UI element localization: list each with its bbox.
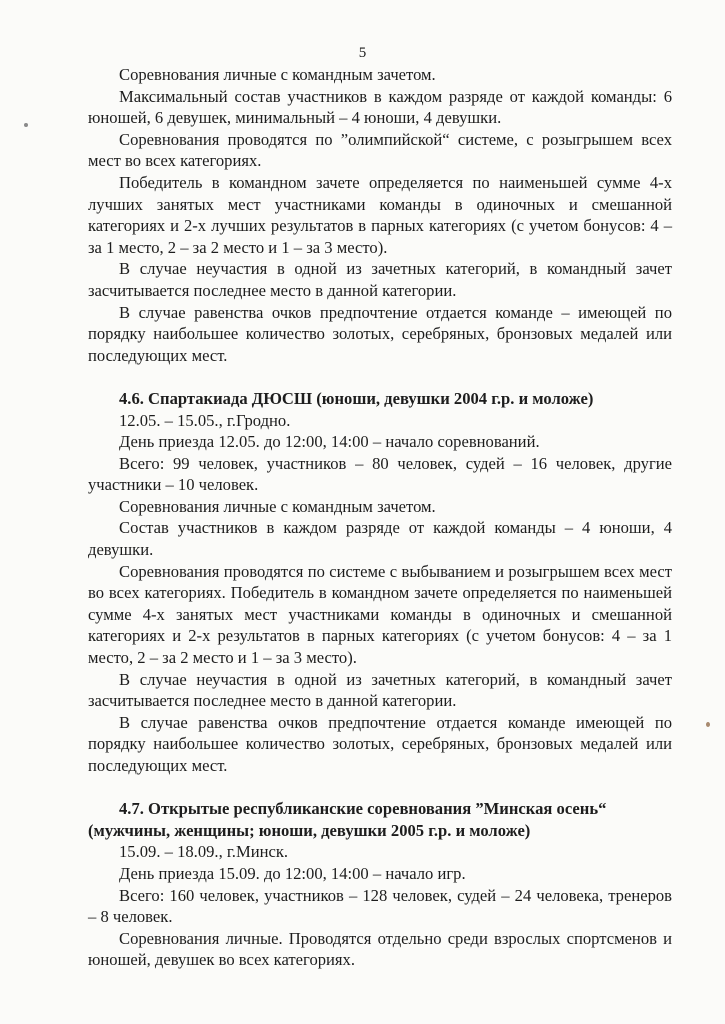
paragraph: В случае равенства очков предпочтение отдается команде – имеющей по порядку наибольшее количество золотых, серебряных, бронзовых медалей или последующих мест.: [88, 302, 672, 365]
paragraph: Победитель в командном зачете определяется по наименьшей сумме 4-х лучших занятых мест участниками команды в одиночных и смешанной категориях и 2-х лучших результатов в парных категориях (с учетом бонусов: 4 – за 1 место, 2 – за 2 место и 1 – за 3 место).: [88, 172, 672, 257]
paragraph: В случае равенства очков предпочтение отдается команде имеющей по порядку наибольшее количество золотых, серебряных, бронзовых медалей или последующих мест.: [88, 712, 672, 775]
scan-speck: [706, 722, 710, 727]
paragraph: Максимальный состав участников в каждом разряде от каждой команды: 6 юношей, 6 девушек, минимальный – 4 юноши, 4 девушки.: [88, 86, 672, 128]
paragraph: Соревнования личные. Проводятся отдельно среди взрослых спортсменов и юношей, девушек во всех категориях.: [88, 928, 672, 970]
document-body: [88, 64, 672, 971]
paragraph: В случае неучастия в одной из зачетных категорий, в командный зачет засчитывается последнее место в данной категории.: [88, 259, 672, 300]
page-number: 5: [358, 45, 367, 61]
paragraph: День приезда 15.09. до 12:00, 14:00 – начало игр.: [119, 863, 466, 883]
paragraph: Соревнования личные с командным зачетом.: [119, 496, 436, 516]
paragraph: В случае неучастия в одной из зачетных категорий, в командный зачет засчитывается последнее место в данной категории.: [88, 669, 672, 711]
paragraph: Всего: 99 человек, участников – 80 человек, судей – 16 человек, другие участники – 10 человек.: [88, 453, 672, 495]
paragraph: 15.09. – 18.09., г.Минск.: [119, 842, 289, 862]
paragraph: Всего: 160 человек, участников – 128 человек, судей – 24 человека, тренеров – 8 человек.: [88, 885, 672, 927]
paragraph: 12.05. – 15.05., г.Гродно.: [119, 410, 291, 430]
scan-speck: [24, 123, 28, 127]
section-heading-4-6: 4.6. Спартакиада ДЮСШ (юноши, девушки 2004 г.р. и моложе): [119, 388, 594, 408]
section-heading-4-7: 4.7. Открытые республиканские соревнования ”Минская осень“ (мужчины, женщины; юноши, девушки 2005 г.р. и моложе): [88, 799, 607, 840]
paragraph: Соревнования проводятся по системе с выбыванием и розыгрышем всех мест во всех категориях. Победитель в командном зачете определяется по наименьшей сумме 4-х занятых мест участниками команды в одиночных и смешанной категориях и 2-х результатов в парных категориях (с учетом бонусов: 4 – за 1 место, 2 – за 2 место и 1 – за 3 место).: [88, 561, 672, 668]
paragraph: Соревнования проводятся по ”олимпийской“ системе, с розыгрышем всех мест во всех категориях.: [88, 129, 672, 171]
paragraph: Состав участников в каждом разряде от каждой команды – 4 юноши, 4 девушки.: [88, 518, 672, 560]
paragraph: Соревнования личные с командным зачетом.: [119, 65, 436, 84]
paragraph: День приезда 12.05. до 12:00, 14:00 – начало соревнований.: [119, 432, 540, 452]
